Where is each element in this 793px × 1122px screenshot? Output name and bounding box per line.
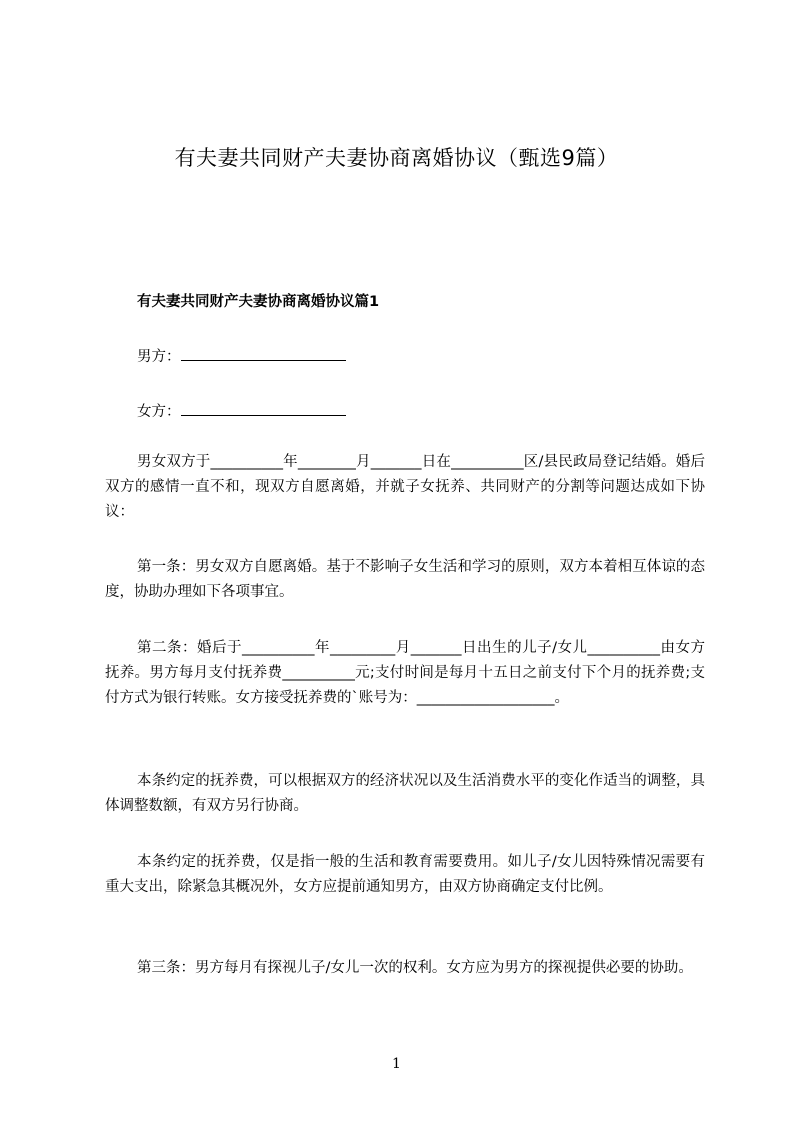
paragraph-support-scope: 本条约定的抚养费，仅是指一般的生活和教育需要费用。如儿子/女儿因特殊情况需要有重大支出，除紧急其概况外，女方应提前通知男方，由双方协商确定支付比例。 [105,854,705,895]
paragraph-support-adjustment: 本条约定的抚养费，可以根据双方的经济状况以及生活消费水平的变化作适当的调整，具体调整数额，有双方另行协商。 [105,773,705,814]
wife-blank [181,401,346,416]
document-title: 有夫妻共同财产夫妻协商离婚协议（甄选9篇） [174,146,619,170]
paragraph-article-2: 第二条：婚后于__________年_________月_______日出生的儿子/女儿__________由女方抚养。男方每月支付抚养费__________元;支付时间是每月十五日之前支付下个月的抚养费;支付方式为银行转账。女方接受抚养费的`账号为：___________________。 [105,640,705,706]
wife-label: 女方： [137,404,181,420]
section-heading: 有夫妻共同财产夫妻协商离婚协议篇1 [137,294,380,310]
husband-blank [181,346,346,361]
paragraph-article-1: 第一条：男女双方自愿离婚。基于不影响子女生活和学习的原则，双方本着相互体谅的态度，协助办理如下各项事宜。 [105,559,705,600]
husband-label: 男方： [137,349,181,365]
paragraph-article-3: 第三条：男方每月有探视儿子/女儿一次的权利。女方应为男方的探视提供必要的协助。 [137,960,693,976]
wife-field [137,400,346,421]
page-number: 1 [392,1056,401,1072]
husband-field [137,345,346,366]
paragraph-registration: 男女双方于__________年________月_______日在__________区/县民政局登记结婚。婚后双方的感情一直不和，现双方自愿离婚，并就子女抚养、共同财产的分割等问题达成如下协议： [105,454,705,520]
